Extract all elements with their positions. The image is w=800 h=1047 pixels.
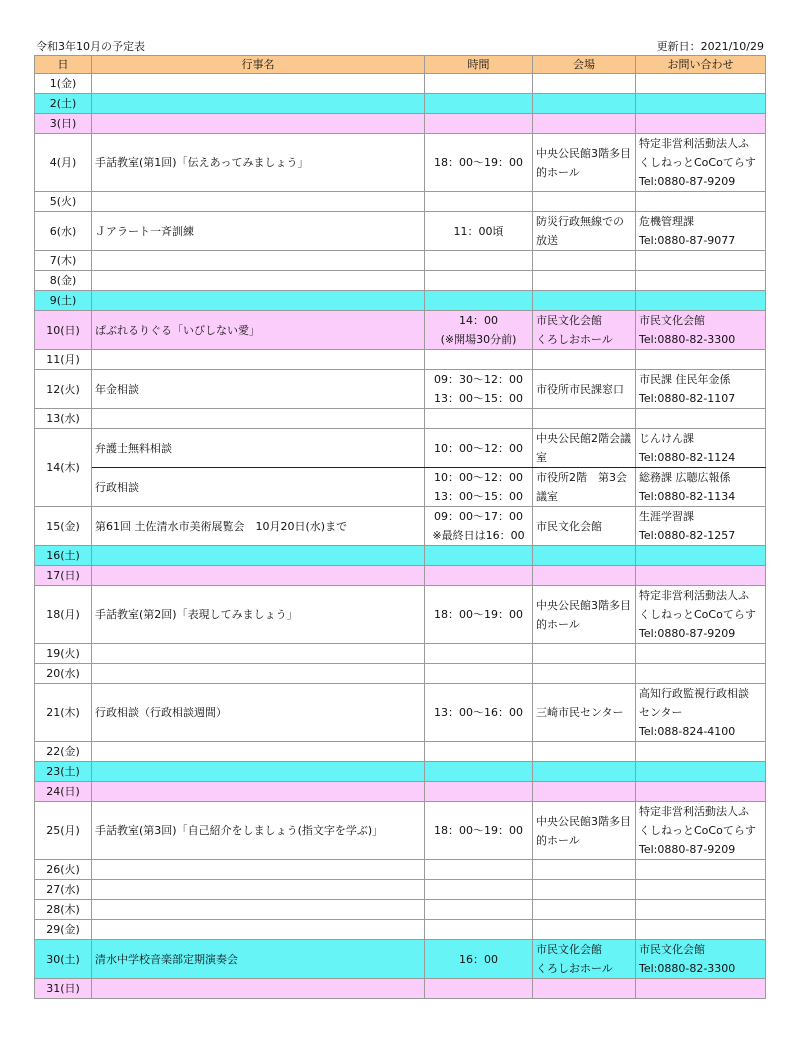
schedule-row bbox=[35, 586, 766, 644]
row-time bbox=[425, 684, 533, 742]
row-time bbox=[425, 134, 533, 192]
row-time bbox=[425, 742, 533, 762]
row-venue-line: 三崎市民センター bbox=[536, 706, 624, 719]
row-venue bbox=[533, 742, 636, 762]
row-day: 30(土) bbox=[35, 940, 92, 979]
row-time-line: 13：00～15：00 bbox=[434, 490, 523, 503]
row-contact-line: 市民文化会館 bbox=[639, 943, 705, 956]
schedule-row bbox=[35, 782, 766, 802]
row-venue-line: 中央公民館3階多目 bbox=[536, 598, 631, 612]
row-venue bbox=[533, 684, 636, 742]
row-event bbox=[92, 350, 425, 370]
row-contact bbox=[636, 880, 766, 900]
row-contact bbox=[636, 74, 766, 94]
row-venue-line: 防災行政無線での bbox=[536, 215, 624, 228]
row-venue bbox=[533, 566, 636, 586]
row-event bbox=[92, 742, 425, 762]
row-time-line: 10：00～12：00 bbox=[434, 471, 523, 484]
row-contact bbox=[636, 940, 766, 979]
row-venue-line: 市役所市民課窓口 bbox=[536, 382, 624, 396]
row-contact-line: くしねっとCoCoてらす bbox=[639, 824, 756, 837]
row-day: 31(日) bbox=[35, 979, 92, 999]
row-event bbox=[92, 920, 425, 940]
row-contact bbox=[636, 566, 766, 586]
schedule-row bbox=[35, 212, 766, 251]
row-contact-line: 市民文化会館 bbox=[639, 314, 705, 327]
row-time bbox=[425, 979, 533, 999]
row-event bbox=[92, 251, 425, 271]
row-event: 年金相談 bbox=[92, 370, 425, 409]
row-time-line: 18：00～19：00 bbox=[434, 824, 523, 837]
row-venue-line: 室 bbox=[536, 451, 547, 464]
row-contact-line: Tel:0880-87-9209 bbox=[639, 843, 736, 856]
row-contact-line: Tel:0880-87-9209 bbox=[639, 175, 736, 188]
row-time bbox=[425, 782, 533, 802]
row-time-line: 11：00頃 bbox=[453, 224, 504, 238]
row-event: 清水中学校音楽部定期演奏会 bbox=[92, 940, 425, 979]
row-contact bbox=[636, 979, 766, 999]
row-day: 16(土) bbox=[35, 546, 92, 566]
row-day: 15(金) bbox=[35, 507, 92, 546]
row-time bbox=[425, 350, 533, 370]
row-venue bbox=[533, 311, 636, 350]
row-venue-line: 的ホール bbox=[536, 165, 580, 179]
row-day: 29(金) bbox=[35, 920, 92, 940]
row-time bbox=[425, 920, 533, 940]
row-day: 11(月) bbox=[35, 350, 92, 370]
row-venue bbox=[533, 409, 636, 429]
row-time bbox=[425, 212, 533, 251]
row-time bbox=[425, 370, 533, 409]
schedule-table bbox=[34, 55, 766, 999]
row-contact-line: Tel:0880-82-3300 bbox=[639, 962, 736, 975]
row-contact-line: 危機管理課 bbox=[639, 215, 694, 228]
row-event bbox=[92, 880, 425, 900]
row-contact-line: Tel:0880-82-1257 bbox=[639, 529, 736, 542]
row-venue bbox=[533, 546, 636, 566]
row-contact-line: 高知行政監視行政相談 bbox=[639, 687, 749, 700]
row-time-line: ※最終日は16：00 bbox=[432, 529, 525, 542]
row-contact-line: センター bbox=[639, 706, 683, 719]
row-day: 2(土) bbox=[35, 94, 92, 114]
row-time-line: 16：00 bbox=[459, 952, 498, 966]
row-contact bbox=[636, 409, 766, 429]
row-day: 20(水) bbox=[35, 664, 92, 684]
col-header-time: 時間 bbox=[425, 56, 533, 74]
row-time-line: 14：00 bbox=[459, 314, 498, 327]
col-header-venue: 会場 bbox=[533, 56, 636, 74]
row-time bbox=[425, 880, 533, 900]
row-time bbox=[425, 468, 533, 507]
row-contact bbox=[636, 429, 766, 468]
schedule-row bbox=[35, 370, 766, 409]
row-event bbox=[92, 114, 425, 134]
row-venue bbox=[533, 94, 636, 114]
row-event: 行政相談 bbox=[92, 468, 425, 507]
row-venue-line: 放送 bbox=[536, 234, 558, 247]
row-contact-line: Tel:0880-82-3300 bbox=[639, 333, 736, 346]
row-contact bbox=[636, 134, 766, 192]
row-day: 12(火) bbox=[35, 370, 92, 409]
schedule-row bbox=[35, 920, 766, 940]
row-event bbox=[92, 664, 425, 684]
schedule-row bbox=[35, 94, 766, 114]
row-contact bbox=[636, 114, 766, 134]
row-event: 行政相談（行政相談週間） bbox=[92, 684, 425, 742]
row-time bbox=[425, 900, 533, 920]
row-contact-line: Tel:0880-87-9077 bbox=[639, 234, 736, 247]
row-event bbox=[92, 409, 425, 429]
row-venue bbox=[533, 134, 636, 192]
schedule-row bbox=[35, 664, 766, 684]
row-contact bbox=[636, 900, 766, 920]
row-contact bbox=[636, 212, 766, 251]
row-venue-line: 市民文化会館 bbox=[536, 519, 602, 533]
schedule-row bbox=[35, 429, 766, 468]
row-day: 7(木) bbox=[35, 251, 92, 271]
row-time bbox=[425, 251, 533, 271]
row-contact bbox=[636, 644, 766, 664]
row-time-line: 13：00～15：00 bbox=[434, 392, 523, 405]
row-day: 28(木) bbox=[35, 900, 92, 920]
row-venue-line: 市民文化会館 bbox=[536, 314, 602, 327]
row-event bbox=[92, 782, 425, 802]
row-day: 22(金) bbox=[35, 742, 92, 762]
row-venue bbox=[533, 940, 636, 979]
schedule-row bbox=[35, 271, 766, 291]
schedule-row bbox=[35, 880, 766, 900]
row-time-line: (※開場30分前) bbox=[440, 333, 517, 346]
schedule-row bbox=[35, 134, 766, 192]
row-day: 27(水) bbox=[35, 880, 92, 900]
row-venue bbox=[533, 74, 636, 94]
row-day: 10(日) bbox=[35, 311, 92, 350]
row-time bbox=[425, 429, 533, 468]
row-venue bbox=[533, 251, 636, 271]
row-venue bbox=[533, 429, 636, 468]
schedule-row bbox=[35, 74, 766, 94]
row-day: 19(火) bbox=[35, 644, 92, 664]
row-event bbox=[92, 546, 425, 566]
row-venue bbox=[533, 644, 636, 664]
header-row bbox=[35, 56, 766, 74]
row-venue bbox=[533, 468, 636, 507]
row-event bbox=[92, 192, 425, 212]
row-contact bbox=[636, 546, 766, 566]
row-venue bbox=[533, 291, 636, 311]
row-time-line: 18：00～19：00 bbox=[434, 156, 523, 169]
schedule-row bbox=[35, 546, 766, 566]
schedule-row bbox=[35, 860, 766, 880]
schedule-row bbox=[35, 900, 766, 920]
row-contact-line: Tel:0880-87-9209 bbox=[639, 627, 736, 640]
row-contact bbox=[636, 468, 766, 507]
row-event: Ｊアラート一斉訓練 bbox=[92, 212, 425, 251]
row-day: 25(月) bbox=[35, 802, 92, 860]
row-event bbox=[92, 900, 425, 920]
row-venue bbox=[533, 370, 636, 409]
row-venue bbox=[533, 880, 636, 900]
row-contact-line: Tel:0880-82-1107 bbox=[639, 392, 736, 405]
row-event bbox=[92, 291, 425, 311]
schedule-row bbox=[35, 762, 766, 782]
row-contact bbox=[636, 586, 766, 644]
row-contact-line: くしねっとCoCoてらす bbox=[639, 156, 756, 169]
schedule-row bbox=[35, 251, 766, 271]
row-contact-line: 特定非営利活動法人ふ bbox=[639, 137, 749, 150]
row-time bbox=[425, 271, 533, 291]
row-event bbox=[92, 74, 425, 94]
row-day: 9(土) bbox=[35, 291, 92, 311]
row-contact bbox=[636, 94, 766, 114]
row-contact-line: Tel:088-824-4100 bbox=[639, 725, 736, 738]
row-day: 21(木) bbox=[35, 684, 92, 742]
row-venue bbox=[533, 271, 636, 291]
schedule-row bbox=[35, 507, 766, 546]
row-day: 17(日) bbox=[35, 566, 92, 586]
row-day: 23(土) bbox=[35, 762, 92, 782]
row-contact bbox=[636, 507, 766, 546]
row-time bbox=[425, 566, 533, 586]
schedule-row bbox=[35, 742, 766, 762]
row-contact-line: じんけん課 bbox=[639, 432, 694, 445]
row-contact bbox=[636, 802, 766, 860]
row-time bbox=[425, 802, 533, 860]
row-contact-line: 特定非営利活動法人ふ bbox=[639, 589, 749, 602]
row-event: 弁護士無料相談 bbox=[92, 429, 425, 468]
row-venue bbox=[533, 900, 636, 920]
row-event: 手話教室(第1回)「伝えあってみましょう」 bbox=[92, 134, 425, 192]
row-contact bbox=[636, 311, 766, 350]
row-venue-line: くろしおホール bbox=[536, 333, 613, 346]
row-day: 1(金) bbox=[35, 74, 92, 94]
row-time-line: 13：00～16：00 bbox=[434, 706, 523, 719]
row-contact bbox=[636, 762, 766, 782]
row-contact bbox=[636, 192, 766, 212]
row-venue-line: くろしおホール bbox=[536, 962, 613, 975]
row-time bbox=[425, 762, 533, 782]
row-venue-line: 市民文化会館 bbox=[536, 943, 602, 956]
row-time bbox=[425, 409, 533, 429]
row-contact bbox=[636, 742, 766, 762]
row-venue-line: 的ホール bbox=[536, 617, 580, 631]
row-venue bbox=[533, 782, 636, 802]
row-event bbox=[92, 860, 425, 880]
row-time bbox=[425, 74, 533, 94]
updated-date: 更新日：2021/10/29 bbox=[656, 40, 764, 53]
row-day: 8(金) bbox=[35, 271, 92, 291]
row-time bbox=[425, 311, 533, 350]
row-venue-line: 市役所2階 第3会 bbox=[536, 471, 627, 484]
schedule-row bbox=[35, 468, 766, 507]
row-contact-line: 総務課 広聴広報係 bbox=[639, 471, 731, 484]
row-time bbox=[425, 192, 533, 212]
row-time bbox=[425, 940, 533, 979]
schedule-body bbox=[35, 74, 766, 999]
row-venue bbox=[533, 212, 636, 251]
row-day: 26(火) bbox=[35, 860, 92, 880]
schedule-row bbox=[35, 409, 766, 429]
row-contact bbox=[636, 251, 766, 271]
row-venue-line: 中央公民館2階会議 bbox=[536, 432, 631, 445]
col-header-event: 行事名 bbox=[92, 56, 425, 74]
row-contact bbox=[636, 350, 766, 370]
row-contact-line: 市民課 住民年金係 bbox=[639, 373, 731, 386]
row-day: 6(水) bbox=[35, 212, 92, 251]
row-venue bbox=[533, 114, 636, 134]
row-contact bbox=[636, 664, 766, 684]
row-contact bbox=[636, 782, 766, 802]
row-event: 第61回 土佐清水市美術展覧会 10月20日(水)まで bbox=[92, 507, 425, 546]
row-contact-line: 特定非営利活動法人ふ bbox=[639, 805, 749, 818]
row-day: 14(木) bbox=[35, 429, 92, 507]
schedule-row bbox=[35, 940, 766, 979]
row-event: 手話教室(第3回)「自己紹介をしましょう(指文字を学ぶ)」 bbox=[92, 802, 425, 860]
row-contact bbox=[636, 271, 766, 291]
row-event bbox=[92, 94, 425, 114]
row-venue bbox=[533, 762, 636, 782]
schedule-row bbox=[35, 311, 766, 350]
row-day: 24(日) bbox=[35, 782, 92, 802]
row-contact bbox=[636, 860, 766, 880]
row-contact bbox=[636, 370, 766, 409]
col-header-day: 日 bbox=[35, 56, 92, 74]
row-event bbox=[92, 566, 425, 586]
row-venue bbox=[533, 507, 636, 546]
schedule-row bbox=[35, 350, 766, 370]
row-venue-line: 的ホール bbox=[536, 833, 580, 847]
row-contact-line: Tel:0880-82-1124 bbox=[639, 451, 736, 464]
schedule-row bbox=[35, 979, 766, 999]
row-day: 3(日) bbox=[35, 114, 92, 134]
row-venue-line: 中央公民館3階多目 bbox=[536, 146, 631, 160]
row-contact bbox=[636, 920, 766, 940]
row-time bbox=[425, 94, 533, 114]
row-contact-line: くしねっとCoCoてらす bbox=[639, 608, 756, 621]
row-time-line: 18：00～19：00 bbox=[434, 608, 523, 621]
col-header-contact: お問い合わせ bbox=[636, 56, 766, 74]
row-time-line: 09：00～17：00 bbox=[434, 510, 523, 523]
schedule-header bbox=[34, 38, 764, 52]
row-time bbox=[425, 546, 533, 566]
row-venue bbox=[533, 664, 636, 684]
row-venue bbox=[533, 350, 636, 370]
schedule-row bbox=[35, 644, 766, 664]
row-contact bbox=[636, 684, 766, 742]
row-venue bbox=[533, 586, 636, 644]
schedule-row bbox=[35, 684, 766, 742]
row-event: 手話教室(第2回)「表現してみましょう」 bbox=[92, 586, 425, 644]
row-day: 13(水) bbox=[35, 409, 92, 429]
row-time bbox=[425, 507, 533, 546]
schedule-row bbox=[35, 802, 766, 860]
row-time bbox=[425, 860, 533, 880]
row-venue bbox=[533, 860, 636, 880]
row-time bbox=[425, 644, 533, 664]
row-venue bbox=[533, 802, 636, 860]
schedule-title: 令和3年10月の予定表 bbox=[36, 40, 145, 53]
row-contact-line: Tel:0880-82-1134 bbox=[639, 490, 736, 503]
row-time bbox=[425, 114, 533, 134]
row-event bbox=[92, 271, 425, 291]
schedule-row bbox=[35, 192, 766, 212]
row-event bbox=[92, 979, 425, 999]
row-event bbox=[92, 762, 425, 782]
row-day: 5(火) bbox=[35, 192, 92, 212]
row-day: 4(月) bbox=[35, 134, 92, 192]
row-event bbox=[92, 644, 425, 664]
row-time-line: 10：00～12：00 bbox=[434, 441, 523, 455]
row-venue-line: 議室 bbox=[536, 490, 558, 503]
row-event: ぱぶれるりぐる「いびしない愛」 bbox=[92, 311, 425, 350]
row-contact-line: 生涯学習課 bbox=[639, 510, 694, 523]
row-time bbox=[425, 664, 533, 684]
row-venue-line: 中央公民館3階多目 bbox=[536, 814, 631, 828]
row-time-line: 09：30～12：00 bbox=[434, 373, 523, 386]
row-contact bbox=[636, 291, 766, 311]
row-time bbox=[425, 291, 533, 311]
row-venue bbox=[533, 979, 636, 999]
row-day: 18(月) bbox=[35, 586, 92, 644]
schedule-row bbox=[35, 291, 766, 311]
row-venue bbox=[533, 192, 636, 212]
row-venue bbox=[533, 920, 636, 940]
row-time bbox=[425, 586, 533, 644]
schedule-row bbox=[35, 114, 766, 134]
schedule-row bbox=[35, 566, 766, 586]
